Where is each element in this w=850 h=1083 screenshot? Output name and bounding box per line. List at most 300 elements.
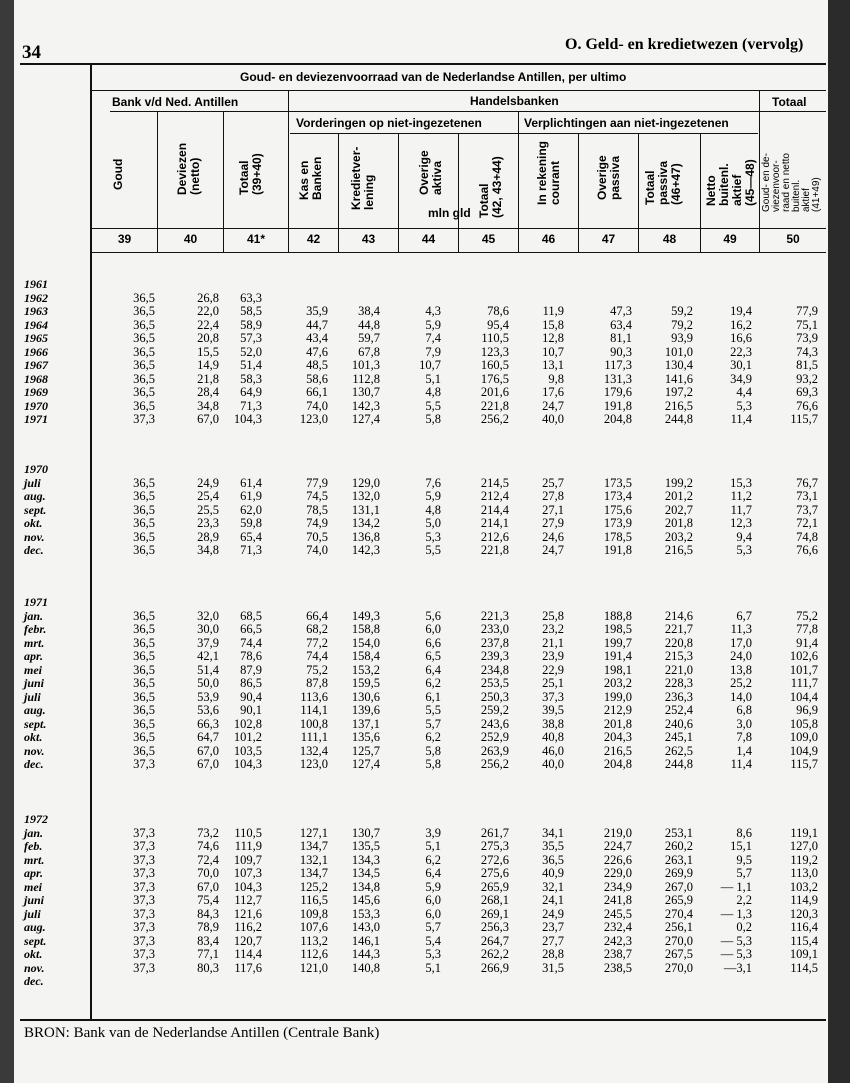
table-cell: 84,3 <box>197 906 219 921</box>
table-cell: 241,8 <box>603 893 632 907</box>
page-number: 34 <box>22 42 41 63</box>
table-cell: 191,8 <box>603 398 632 413</box>
table-cell: 37,3 <box>133 825 155 840</box>
table-cell: 58,9 <box>240 317 262 332</box>
table-cell: 36,5 <box>133 516 155 530</box>
table-cell: 153,2 <box>351 662 380 677</box>
table-cell: 123,0 <box>299 757 328 771</box>
table-cell: 77,9 <box>306 475 328 490</box>
table-cell: 5,1 <box>425 371 441 386</box>
row-label: 1964 <box>24 317 48 332</box>
table-cell: 12,8 <box>542 331 564 345</box>
table-cell: 5,5 <box>425 703 441 717</box>
table-cell: 173,4 <box>603 489 632 503</box>
table-cell: 201,2 <box>664 489 693 503</box>
table-cell: 38,4 <box>358 304 380 318</box>
row-label: 1970 <box>24 398 48 413</box>
col-number-46: 46 <box>541 232 556 246</box>
table-cell: 212,9 <box>603 703 632 717</box>
table-cell: 37,3 <box>133 879 155 894</box>
table-cell: 132,0 <box>351 489 380 503</box>
row-label: okt. <box>24 516 43 530</box>
table-cell: 262,5 <box>664 743 693 758</box>
col-header-45: Totaal (42, 43+44) <box>477 156 504 218</box>
table-cell: 242,3 <box>603 933 632 948</box>
table-cell: 81,1 <box>610 331 632 345</box>
table-cell: 36,5 <box>133 676 155 690</box>
table-cell: 102,8 <box>233 716 262 731</box>
source-note: BRON: Bank van de Nederlandse Antillen (Centrale Bank) <box>24 1025 380 1041</box>
table-cell: 5,5 <box>425 398 441 413</box>
table-cell: 5,6 <box>425 608 441 623</box>
table-cell: 34,9 <box>730 371 752 386</box>
table-cell: 5,8 <box>425 743 441 758</box>
row-label: aug. <box>24 920 46 934</box>
table-cell: 62,0 <box>240 502 262 517</box>
row-label: mrt. <box>24 635 45 650</box>
table-cell: — 5,3 <box>720 933 752 948</box>
table-cell: 27,1 <box>542 502 564 517</box>
table-cell: 6,2 <box>425 852 441 867</box>
table-cell: 110,5 <box>234 825 262 840</box>
table-cell: 10,7 <box>542 344 564 359</box>
table-cell: 140,8 <box>351 960 380 975</box>
row-label: dec. <box>24 974 44 988</box>
table-cell: 78,9 <box>197 920 219 934</box>
table-cell: 68,5 <box>240 608 262 623</box>
row-label: mrt. <box>24 852 45 867</box>
table-cell: 5,8 <box>425 757 441 771</box>
table-cell: 36,5 <box>133 716 155 731</box>
table-cell: 115,4 <box>790 933 818 948</box>
table-cell: 119,1 <box>790 825 818 840</box>
table-cell: 87,8 <box>306 676 328 690</box>
table-cell: 25,4 <box>197 489 219 503</box>
row-label: febr. <box>24 622 47 636</box>
table-cell: 131,1 <box>351 502 380 517</box>
table-cell: 160,5 <box>480 358 509 372</box>
table-cell: 51,4 <box>197 662 219 677</box>
table-cell: 36,5 <box>133 703 155 717</box>
table-cell: 39,5 <box>542 703 564 717</box>
table-cell: 130,4 <box>664 358 693 372</box>
table-cell: 109,0 <box>789 730 818 744</box>
table-cell: 15,1 <box>730 839 752 853</box>
table-cell: 228,3 <box>664 676 693 690</box>
row-label: juni <box>24 676 45 690</box>
table-cell: 61,9 <box>240 489 262 503</box>
row-label: 1966 <box>24 344 48 359</box>
table-cell: 109,1 <box>789 947 818 961</box>
table-cell: 256,2 <box>480 757 509 771</box>
table-cell: 24,6 <box>542 529 564 544</box>
table-cell: 14,9 <box>197 358 219 372</box>
table-cell: 8,6 <box>736 825 752 840</box>
table-cell: 36,5 <box>133 502 155 517</box>
table-cell: 4,3 <box>425 304 441 318</box>
table-cell: 104,3 <box>233 879 262 894</box>
table-cell: 127,4 <box>351 757 380 771</box>
col-number-48: 48 <box>662 232 677 246</box>
col-header-40: Deviezen (netto) <box>175 142 202 195</box>
table-cell: 74,9 <box>306 516 328 530</box>
table-cell: 43,4 <box>306 331 328 345</box>
table-cell: 103,5 <box>233 743 262 758</box>
table-cell: 5,7 <box>425 716 441 731</box>
table-cell: 28,8 <box>542 947 564 961</box>
table-cell: 263,1 <box>664 852 693 867</box>
table-cell: 125,2 <box>299 879 328 894</box>
table-cell: 37,3 <box>133 852 155 867</box>
table-cell: 23,2 <box>542 622 564 636</box>
table-cell: 74,4 <box>306 649 328 663</box>
table-cell: 270,0 <box>664 960 693 975</box>
row-label: juli <box>24 475 41 490</box>
table-cell: 80,3 <box>197 960 219 975</box>
col-number-47: 47 <box>601 232 616 246</box>
col-number-43: 43 <box>361 232 376 246</box>
row-label: mei <box>24 879 42 894</box>
table-cell: 15,5 <box>197 344 219 359</box>
table-cell: 24,7 <box>542 543 564 557</box>
row-label: sept. <box>24 502 47 517</box>
section-heading: 1970 <box>24 462 48 476</box>
table-cell: 36,5 <box>133 358 155 372</box>
table-cell: 16,6 <box>730 331 752 345</box>
table-cell: 66,4 <box>306 608 328 623</box>
table-cell: 123,3 <box>480 344 509 359</box>
col-header-49: Netto buitenl. aktief (45—48) <box>704 159 757 206</box>
table-cell: 134,3 <box>351 852 380 867</box>
table-cell: 3,0 <box>736 716 752 731</box>
table-cell: 123,0 <box>299 412 328 426</box>
table-cell: 5,1 <box>425 960 441 975</box>
table-cell: 201,6 <box>480 385 509 399</box>
table-cell: 52,0 <box>240 344 262 359</box>
table-cell: 95,4 <box>487 317 509 332</box>
table-cell: 134,7 <box>299 839 328 853</box>
table-cell: 127,1 <box>299 825 328 840</box>
table-cell: 239,3 <box>480 649 509 663</box>
table-cell: 11,2 <box>730 489 752 503</box>
table-cell: 7,9 <box>425 344 441 359</box>
table-cell: 131,3 <box>603 371 632 386</box>
table-cell: 78,5 <box>306 502 328 517</box>
col-header-39: Goud <box>111 158 125 190</box>
table-cell: 270,4 <box>664 906 693 921</box>
table-cell: 142,3 <box>351 398 380 413</box>
table-cell: 104,4 <box>789 689 818 704</box>
table-cell: 30,1 <box>730 358 752 372</box>
table-cell: 73,9 <box>796 331 818 345</box>
table-cell: 269,9 <box>664 866 693 880</box>
table-cell: 74,8 <box>796 529 818 544</box>
table-cell: 74,0 <box>306 398 328 413</box>
table-cell: 36,5 <box>133 743 155 758</box>
table-cell: 37,3 <box>133 866 155 880</box>
table-cell: 74,3 <box>796 344 818 359</box>
title-underline <box>90 90 826 91</box>
table-cell: 130,7 <box>351 385 380 399</box>
table-cell: 66,1 <box>306 385 328 399</box>
table-cell: 51,4 <box>240 358 262 372</box>
table-cell: 264,7 <box>480 933 509 948</box>
table-cell: 63,4 <box>610 317 632 332</box>
table-cell: 76,6 <box>796 398 818 413</box>
table-cell: 221,8 <box>480 543 509 557</box>
table-cell: 90,4 <box>240 689 262 704</box>
table-cell: 91,4 <box>796 635 818 650</box>
table-cell: 36,5 <box>133 398 155 413</box>
table-cell: 69,3 <box>796 385 818 399</box>
table-cell: 220,8 <box>664 635 693 650</box>
table-cell: 6,8 <box>736 703 752 717</box>
row-label: okt. <box>24 947 43 961</box>
colnum-bottom-rule <box>90 252 826 253</box>
table-cell: 197,2 <box>664 385 693 399</box>
table-cell: 120,3 <box>789 906 818 921</box>
table-cell: 117,6 <box>234 960 262 975</box>
table-cell: 66,3 <box>197 716 219 731</box>
table-cell: 5,9 <box>425 879 441 894</box>
table-cell: 5,9 <box>425 317 441 332</box>
table-cell: 67,0 <box>197 757 219 771</box>
table-cell: 27,8 <box>542 489 564 503</box>
table-cell: 111,9 <box>234 839 262 853</box>
table-cell: — 1,3 <box>720 906 752 921</box>
table-cell: — 5,3 <box>720 947 752 961</box>
page-edge-shadow <box>828 0 850 1083</box>
table-cell: 38,8 <box>542 716 564 731</box>
table-cell: 64,7 <box>197 730 219 744</box>
table-cell: 87,9 <box>240 662 262 677</box>
row-label: aug. <box>24 489 46 503</box>
row-label: 1967 <box>24 358 48 372</box>
table-cell: 40,8 <box>542 730 564 744</box>
col-header-43: Kredietver- lening <box>349 146 376 210</box>
table-cell: 112,6 <box>300 947 328 961</box>
table-cell: 75,1 <box>796 317 818 332</box>
table-cell: 111,7 <box>790 676 818 690</box>
table-cell: 125,7 <box>351 743 380 758</box>
table-cell: 74,4 <box>240 635 262 650</box>
table-cell: 32,0 <box>197 608 219 623</box>
table-cell: 199,7 <box>603 635 632 650</box>
row-label: okt. <box>24 730 43 744</box>
table-cell: 9,4 <box>736 529 752 544</box>
table-cell: 15,3 <box>730 475 752 490</box>
table-cell: 7,6 <box>425 475 441 490</box>
table-cell: 154,0 <box>351 635 380 650</box>
table-cell: 134,8 <box>351 879 380 894</box>
table-cell: 5,3 <box>425 529 441 544</box>
table-cell: 6,1 <box>425 689 441 704</box>
table-cell: 149,3 <box>351 608 380 623</box>
table-cell: 46,0 <box>542 743 564 758</box>
table-cell: 191,8 <box>603 543 632 557</box>
table-cell: 229,0 <box>603 866 632 880</box>
table-cell: 145,6 <box>351 893 380 907</box>
table-cell: 191,4 <box>603 649 632 663</box>
table-cell: 214,5 <box>480 475 509 490</box>
table-cell: 27,9 <box>542 516 564 530</box>
table-cell: 102,6 <box>789 649 818 663</box>
table-cell: 5,3 <box>425 947 441 961</box>
table-cell: 36,5 <box>133 608 155 623</box>
table-cell: 105,8 <box>789 716 818 731</box>
table-cell: 173,9 <box>603 516 632 530</box>
table-cell: 117,3 <box>604 358 632 372</box>
table-cell: 96,9 <box>796 703 818 717</box>
table-cell: 36,5 <box>133 730 155 744</box>
table-cell: 34,8 <box>197 543 219 557</box>
table-cell: 203,2 <box>664 529 693 544</box>
table-cell: 93,2 <box>796 371 818 386</box>
col-number-44: 44 <box>421 232 436 246</box>
table-cell: 28,9 <box>197 529 219 544</box>
table-cell: 136,8 <box>351 529 380 544</box>
table-cell: 188,8 <box>603 608 632 623</box>
table-cell: 40,9 <box>542 866 564 880</box>
table-cell: 37,3 <box>133 839 155 853</box>
table-cell: 37,3 <box>542 689 564 704</box>
table-cell: 5,4 <box>425 933 441 948</box>
table-cell: 24,9 <box>542 906 564 921</box>
table-cell: 132,4 <box>299 743 328 758</box>
table-cell: 237,8 <box>480 635 509 650</box>
table-cell: 58,3 <box>240 371 262 386</box>
table-cell: 267,0 <box>664 879 693 894</box>
table-cell: 135,6 <box>351 730 380 744</box>
row-label: nov. <box>24 960 45 975</box>
table-cell: 71,3 <box>240 398 262 413</box>
table-cell: 73,7 <box>796 502 818 517</box>
table-cell: 71,3 <box>240 543 262 557</box>
row-label: 1962 <box>24 290 48 305</box>
table-cell: 201,8 <box>603 716 632 731</box>
top-rule <box>20 63 826 65</box>
row-label: jan. <box>24 825 44 840</box>
table-cell: 256,1 <box>664 920 693 934</box>
table-cell: 6,0 <box>425 893 441 907</box>
table-cell: 134,2 <box>351 516 380 530</box>
table-cell: 25,5 <box>197 502 219 517</box>
col-header-48: Totaal passiva (46+47) <box>643 160 683 205</box>
group-handelsbanken: Handelsbanken <box>470 94 559 108</box>
table-cell: 36,5 <box>133 489 155 503</box>
table-cell: 142,3 <box>351 543 380 557</box>
table-cell: 30,0 <box>197 622 219 636</box>
col-number-40: 40 <box>183 232 198 246</box>
stub-divider <box>90 64 92 1019</box>
table-cell: 221,8 <box>480 398 509 413</box>
table-cell: 53,9 <box>197 689 219 704</box>
table-cell: 250,3 <box>480 689 509 704</box>
table-cell: 11,3 <box>730 622 752 636</box>
table-cell: 40,0 <box>542 757 564 771</box>
table-cell: 275,3 <box>480 839 509 853</box>
col-number-50: 50 <box>786 232 800 246</box>
table-cell: 77,9 <box>796 304 818 318</box>
table-cell: 198,1 <box>603 662 632 677</box>
table-cell: 256,2 <box>480 412 509 426</box>
table-cell: 6,0 <box>425 906 441 921</box>
table-cell: 67,8 <box>358 344 380 359</box>
table-cell: 116,2 <box>234 920 262 934</box>
table-cell: 153,3 <box>351 906 380 921</box>
table-cell: 199,0 <box>603 689 632 704</box>
table-cell: 37,3 <box>133 920 155 934</box>
table-cell: 1,4 <box>736 743 752 758</box>
col-number-45: 45 <box>481 232 496 246</box>
table-cell: 44,7 <box>306 317 328 332</box>
group-underline <box>110 111 826 112</box>
table-cell: 76,7 <box>796 475 818 490</box>
row-label: nov. <box>24 529 45 544</box>
table-cell: 37,3 <box>133 933 155 948</box>
table-cell: 36,5 <box>133 543 155 557</box>
table-cell: 5,8 <box>425 412 441 426</box>
table-cell: 27,7 <box>542 933 564 948</box>
table-cell: 59,7 <box>358 331 380 345</box>
table-cell: 212,6 <box>480 529 509 544</box>
table-cell: 236,3 <box>664 689 693 704</box>
table-cell: 137,1 <box>351 716 380 731</box>
table-cell: 21,8 <box>197 371 219 386</box>
table-cell: 240,6 <box>664 716 693 731</box>
table-cell: 114,4 <box>234 947 262 961</box>
table-cell: 135,5 <box>351 839 380 853</box>
table-cell: 216,5 <box>664 398 693 413</box>
table-cell: 25,2 <box>730 676 752 690</box>
table-cell: 114,5 <box>790 960 818 975</box>
table-cell: 12,3 <box>730 516 752 530</box>
running-title: O. Geld- en kredietwezen (vervolg) <box>565 36 804 53</box>
table-cell: 11,4 <box>730 412 752 426</box>
table-cell: 6,0 <box>425 622 441 636</box>
table-cell: 61,4 <box>240 475 262 490</box>
table-cell: 11,7 <box>730 502 752 517</box>
row-label: juni <box>24 893 45 907</box>
table-cell: 70,0 <box>197 866 219 880</box>
table-title: Goud- en deviezenvoorraad van de Nederlandse Antillen, per ultimo <box>240 70 627 84</box>
bottom-rule <box>20 1019 826 1021</box>
table-cell: 34,1 <box>542 825 564 840</box>
table-cell: 244,8 <box>664 412 693 426</box>
table-cell: 262,2 <box>480 947 509 961</box>
table-cell: 36,5 <box>133 529 155 544</box>
table-cell: 132,1 <box>299 852 328 867</box>
table-cell: 36,5 <box>133 662 155 677</box>
table-cell: 17,0 <box>730 635 752 650</box>
table-cell: 37,3 <box>133 960 155 975</box>
table-cell: 24,9 <box>197 475 219 490</box>
table-cell: 78,6 <box>487 304 509 318</box>
table-cell: 90,1 <box>240 703 262 717</box>
table-cell: 86,5 <box>240 676 262 690</box>
table-cell: 28,4 <box>197 385 219 399</box>
table-cell: 6,6 <box>425 635 441 650</box>
table-cell: 36,5 <box>133 331 155 345</box>
table-cell: 107,6 <box>299 920 328 934</box>
table-cell: 214,4 <box>480 502 509 517</box>
col-header-42: Kas en Banken <box>297 156 324 200</box>
table-cell: 101,7 <box>789 662 818 677</box>
table-cell: 201,8 <box>664 516 693 530</box>
table-cell: 5,0 <box>425 516 441 530</box>
table-cell: 4,4 <box>736 385 752 399</box>
table-cell: 115,7 <box>790 757 818 771</box>
